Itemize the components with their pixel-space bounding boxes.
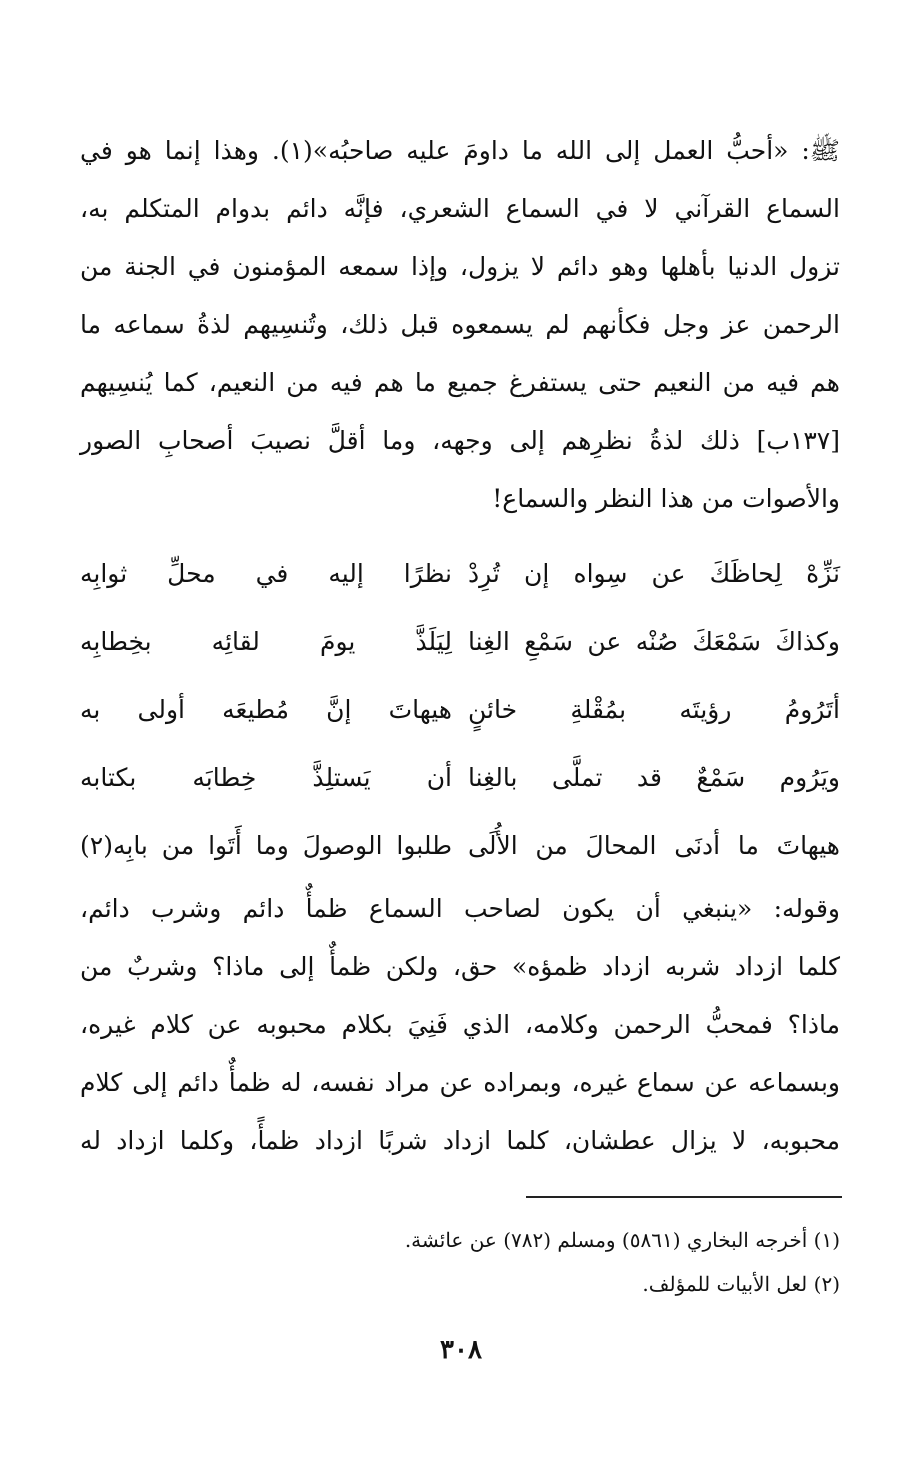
body-paragraph-2	[80, 880, 840, 1170]
text-line: ﷺ: «أحبُّ العمل إلى الله ما داومَ عليه صاحبُه»(١). وهذا إنما هو في	[80, 136, 840, 165]
poem-block	[80, 540, 840, 880]
text-line: ماذا؟ فمحبُّ الرحمن وكلامه، الذي فَنِيَ بكلام محبوبه عن كلام غيره،	[80, 1010, 840, 1039]
verse-first-hemistich: أتَرُومُ رؤيتَه بمُقْلةِ خائنٍ	[468, 695, 840, 724]
footnotes	[80, 1218, 840, 1306]
verse-second-hemistich: نظرًا إليه في محلِّ ثوابِه	[80, 559, 452, 588]
text-line: كلما ازداد شربه ازداد ظمؤه» حق، ولكن ظمأٌ إلى ماذا؟ وشربٌ من	[80, 952, 840, 981]
footnote-1: (١) أخرجه البخاري (٥٨٦١) ومسلم (٧٨٢) عن عائشة.	[404, 1228, 840, 1252]
page-number: ٣٠٨	[440, 1335, 482, 1365]
body-paragraph-1	[80, 122, 840, 528]
verse-first-hemistich: هيهاتَ ما أدنَى المحالَ من الأُلَى	[468, 831, 840, 860]
footnote-2: (٢) لعل الأبيات للمؤلف.	[642, 1272, 840, 1296]
verse-first-hemistich: ويَرُوم سَمْعٌ قد تملَّى بالغِنا	[468, 763, 840, 792]
verse-second-hemistich: أن يَستلِذَّ خِطابَه بكتابه	[80, 763, 452, 792]
text-line: وبسماعه عن سماع غيره، وبمراده عن مراد نفسه، له ظمأٌ دائم إلى كلام	[80, 1068, 840, 1097]
verse-second-hemistich: لِيَلَذَّ يومَ لقائِه بخِطابِه	[80, 627, 452, 656]
text-line: تزول الدنيا بأهلها وهو دائم لا يزول، وإذا سمعه المؤمنون في الجنة من	[80, 252, 840, 281]
poem-verse	[80, 540, 840, 608]
text-line: وقوله: «ينبغي أن يكون لصاحب السماع ظمأٌ دائم وشرب دائم،	[80, 894, 840, 923]
poem-verse	[80, 676, 840, 744]
poem-verse	[80, 812, 840, 880]
text-line: الرحمن عز وجل فكأنهم لم يسمعوه قبل ذلك، وتُنسِيهم لذةُ سماعه ما	[80, 310, 840, 339]
text-line: السماع القرآني لا في السماع الشعري، فإنَّه دائم بدوام المتكلم به،	[80, 194, 840, 223]
verse-first-hemistich: وكذاكَ سَمْعَكَ صُنْه عن سَمْعِ الغِنا	[468, 627, 840, 656]
text-line: هم فيه من النعيم حتى يستفرغ جميع ما هم فيه من النعيم، كما يُنسِيهم	[80, 368, 840, 397]
verse-first-hemistich: نَزِّهْ لِحاظَكَ عن سِواه إن تُرِدْ	[468, 559, 840, 588]
footnote-separator	[526, 1196, 842, 1198]
text-line: محبوبه، لا يزال عطشان، كلما ازداد شربًا ازداد ظمأً، وكلما ازداد له	[80, 1126, 840, 1155]
text-line: والأصوات من هذا النظر والسماع!	[492, 484, 840, 513]
text-line: [١٣٧ب] ذلك لذةُ نظرِهم إلى وجهه، وما أقلَّ نصيبَ أصحابِ الصور	[80, 426, 840, 455]
verse-second-hemistich: هيهاتَ إنَّ مُطيعَه أولى به	[80, 695, 452, 724]
verse-second-hemistich: طلبوا الوصولَ وما أَتَوا من بابِه(٢)	[80, 831, 452, 860]
poem-verse	[80, 608, 840, 676]
poem-verse	[80, 744, 840, 812]
